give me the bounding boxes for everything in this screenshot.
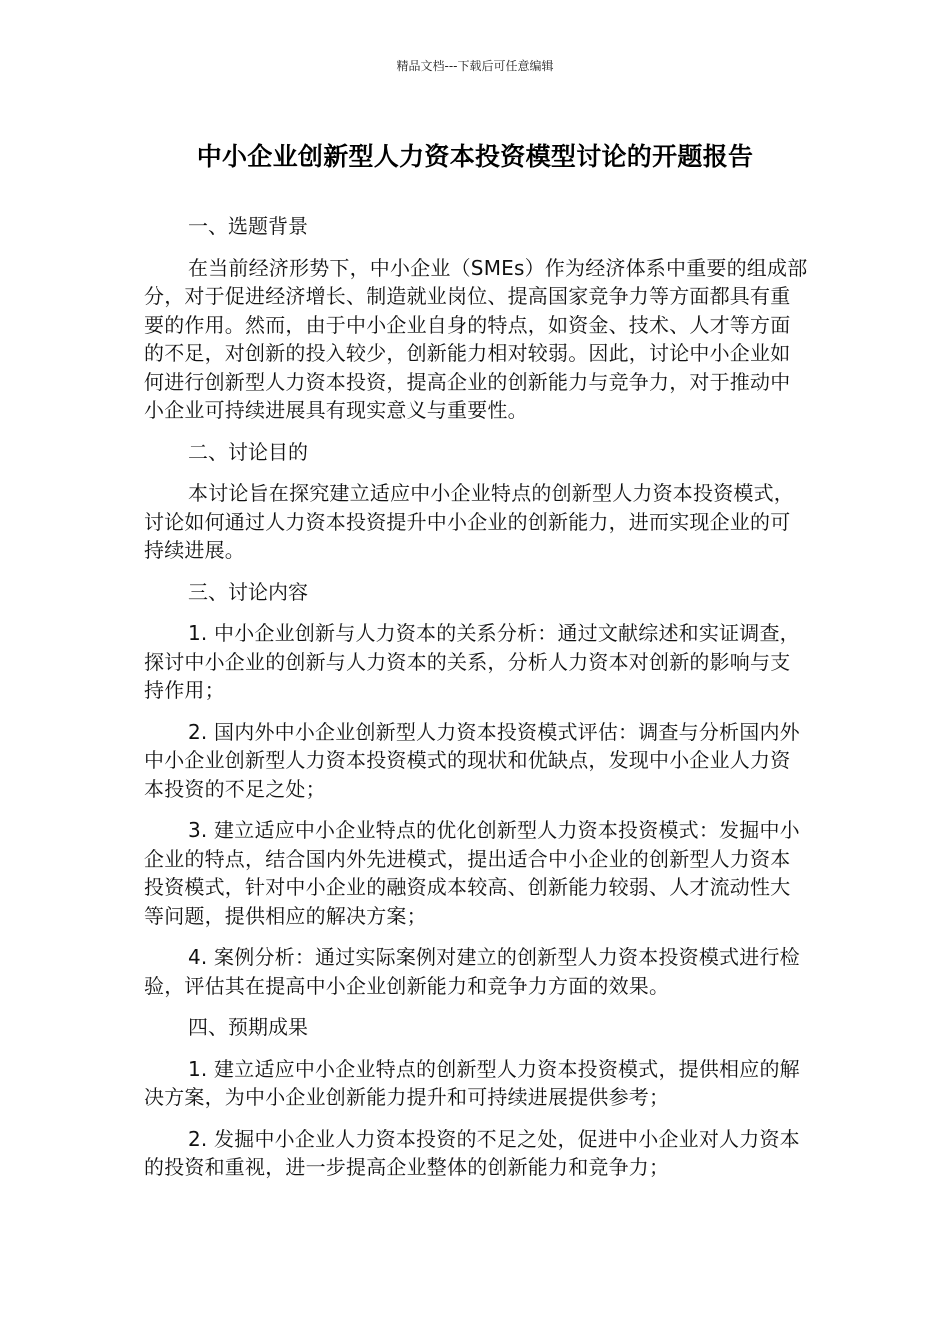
- section-heading: 四、预期成果: [188, 1015, 308, 1039]
- page-header: 精品文档---下载后可任意编辑: [396, 59, 554, 73]
- section-heading: 一、选题背景: [188, 214, 308, 238]
- document-title: 中小企业创新型人力资本投资模型讨论的开题报告: [196, 142, 754, 171]
- list-item: 2. 发掘中小企业人力资本投资的不足之处，促进中小企业对人力资本的投资和重视，进一步提高企业整体的创新能力和竞争力；: [144, 1126, 800, 1179]
- section-heading: 三、讨论内容: [188, 579, 308, 604]
- document-body: [144, 212, 810, 1195]
- list-item: 1. 中小企业创新与人力资本的关系分析：通过文献综述和实证调查，探讨中小企业的创新与人力资本的关系，分析人力资本对创新的影响与支持作用；: [144, 621, 800, 702]
- section-heading: 二、讨论目的: [188, 439, 308, 464]
- list-item: 3. 建立适应中小企业特点的优化创新型人力资本投资模式：发掘中小企业的特点，结合国内外先进模式，提出适合中小企业的创新型人力资本投资模式，针对中小企业的融资成本较高、创新能力较弱、人才流动性大等问题，提供相应的解决方案；: [144, 818, 800, 928]
- list-item: 1. 建立适应中小企业特点的创新型人力资本投资模式，提供相应的解决方案，为中小企业创新能力提升和可持续进展提供参考；: [144, 1056, 800, 1109]
- list-item: 2. 国内外中小企业创新型人力资本投资模式评估：调查与分析国内外中小企业创新型人力资本投资模式的现状和优缺点，发现中小企业人力资本投资的不足之处；: [144, 719, 800, 801]
- paragraph: 本讨论旨在探究建立适应中小企业特点的创新型人力资本投资模式，讨论如何通过人力资本投资提升中小企业的创新能力，进而实现企业的可持续进展。: [144, 481, 794, 562]
- paragraph: 在当前经济形势下，中小企业（SMEs）作为经济体系中重要的组成部分，对于促进经济增长、制造就业岗位、提高国家竞争力等方面都具有重要的作用。然而，由于中小企业自身的特点，如资金、技术、人才等方面的不足，对创新的投入较少，创新能力相对较弱。因此，讨论中小企业如何进行创新型人力资本投资，提高企业的创新能力与竞争力，对于推动中小企业可持续进展具有现实意义与重要性。: [144, 255, 808, 422]
- list-item: 4. 案例分析：通过实际案例对建立的创新型人力资本投资模式进行检验，评估其在提高中小企业创新能力和竞争力方面的效果。: [144, 945, 800, 998]
